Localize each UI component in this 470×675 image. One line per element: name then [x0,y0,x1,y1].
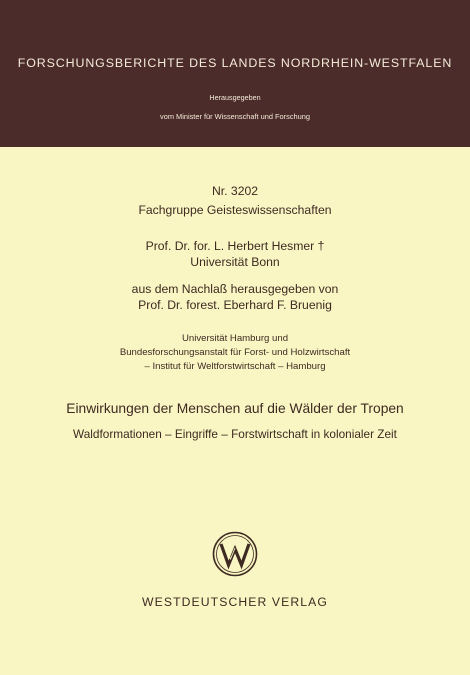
author-name: Prof. Dr. for. L. Herbert Hesmer † [145,239,325,253]
author-affiliation: Universität Bonn [190,255,280,269]
editor-name: vom Minister für Wissenschaft und Forschung [160,112,310,121]
institution-block [0,332,470,374]
book-subtitle: Waldformationen – Eingriffe – Forstwirtschaft in kolonialer Zeit [73,427,397,441]
report-group: Fachgruppe Geisteswissenschaften [138,203,332,217]
institution-line: Bundesforschungsanstalt für Forst- und Holzwirtschaft [119,347,351,358]
series-title: FORSCHUNGSBERICHTE DES LANDES NORDRHEIN-WESTFALEN [17,56,453,70]
posthumous-editor-block [0,281,470,313]
report-number: Nr. 3202 [211,184,259,198]
posthumous-editor: Prof. Dr. forest. Eberhard F. Bruenig [138,298,332,312]
posthumous-line: aus dem Nachlaß herausgegeben von [131,282,339,296]
report-info [0,183,470,218]
editor-label: Herausgegeben [209,93,261,102]
westdeutscher-verlag-logo-icon [212,531,258,577]
institution-line: Universität Hamburg und [181,333,289,344]
author-block [0,238,470,270]
book-title: Einwirkungen der Menschen auf die Wälder der Tropen [66,401,404,416]
institution-line: – Institut für Weltforstwirtschaft – Hamburg [144,361,326,372]
publisher-name: WESTDEUTSCHER VERLAG [142,595,328,609]
series-header-band [0,0,470,147]
